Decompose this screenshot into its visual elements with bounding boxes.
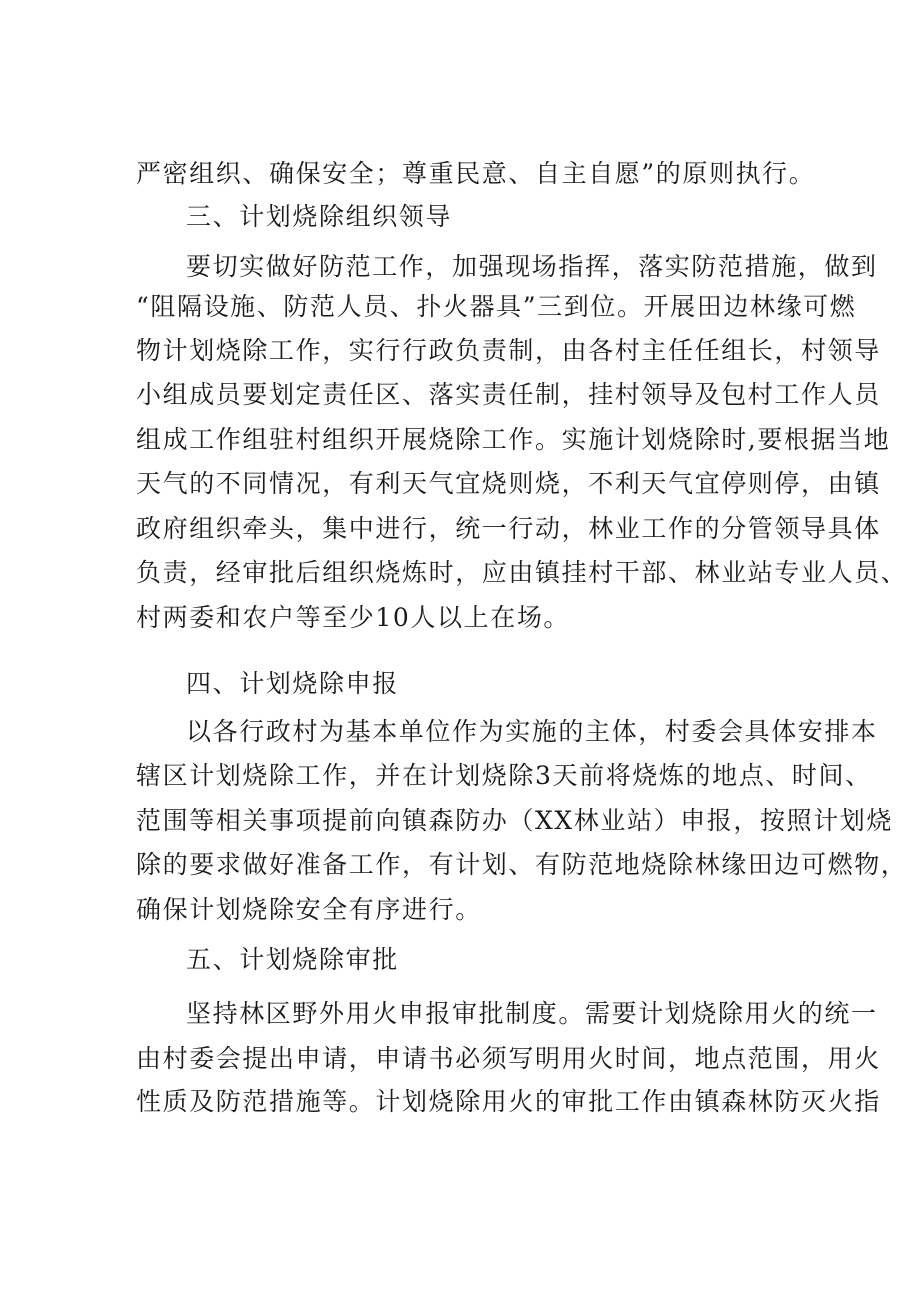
- text-line: 小组成员要划定责任区、落实责任制，挂村领导及包村工作人员: [136, 380, 881, 409]
- text-line: 天气的不同情况，有利天气宜烧则烧，不利天气宜停则停，由镇: [136, 469, 881, 498]
- text-line: 村两委和农户等至少10人以上在场。: [136, 603, 571, 632]
- text-line: 确保计划烧除安全有序进行。: [136, 895, 482, 924]
- text-line: 以各行政村为基本单位作为实施的主体，村委会具体安排本: [186, 717, 878, 746]
- text-line: 政府组织牵头，集中进行，统一行动，林业工作的分管领导具体: [136, 514, 881, 543]
- text-line: 除的要求做好准备工作，有计划、有防范地烧除林缘田边可燃物，: [136, 850, 908, 879]
- text-line: 范围等相关事项提前向镇森防办（XX林业站）申报，按照计划烧: [136, 806, 893, 835]
- text-line: 要切实做好防范工作，加强现场指挥，落实防范措施，做到: [186, 252, 878, 281]
- text-line: 负责，经审批后组织烧炼时，应由镇挂村干部、林业站专业人员、: [136, 558, 908, 587]
- text-line: 组成工作组驻村组织开展烧除工作。实施计划烧除时,要根据当地: [136, 425, 891, 454]
- text-line: “阻隔设施、防范人员、扑火器具”三到位。开展田边林缘可燃: [136, 292, 857, 321]
- text-line: 辖区计划烧除工作，并在计划烧除3天前将烧炼的地点、时间、: [136, 761, 872, 790]
- text-line: 物计划烧除工作，实行行政负责制，由各村主任任组长，村领导: [136, 336, 881, 365]
- text-line: 由村委会提出申请，申请书必须写明用火时间，地点范围，用火: [136, 1044, 881, 1073]
- section-heading: 四、计划烧除申报: [186, 669, 399, 698]
- text-line: 严密组织、确保安全；尊重民意、自主自愿”的原则执行。: [136, 159, 816, 188]
- section-heading: 五、计划烧除审批: [186, 945, 399, 974]
- section-heading: 三、计划烧除组织领导: [186, 202, 453, 231]
- text-line: 性质及防范措施等。计划烧除用火的审批工作由镇森林防灭火指: [136, 1087, 881, 1116]
- text-line: 坚持林区野外用火申报审批制度。需要计划烧除用火的统一: [186, 999, 878, 1028]
